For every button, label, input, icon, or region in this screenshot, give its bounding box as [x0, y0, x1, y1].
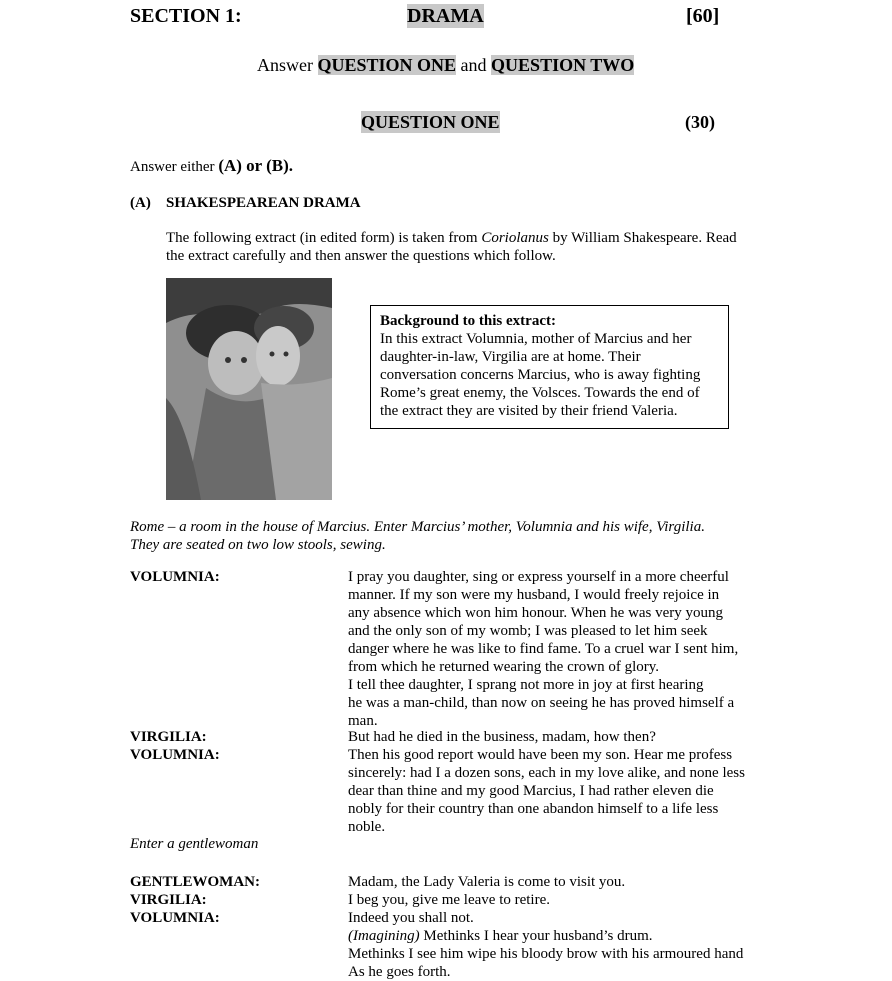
speech-volumnia-3 — [348, 909, 768, 981]
stage-direction-line: Rome – a room in the house of Marcius. Enter Marcius’ mother, Volumnia and his wife, Virgilia. — [130, 519, 705, 535]
intro-paragraph — [166, 229, 766, 265]
speech-line: I pray you daughter, sing or express yourself in a more cheerful — [348, 569, 729, 585]
stage-direction-enter: Enter a gentlewoman — [130, 836, 259, 852]
speaker-virgilia: VIRGILIA: — [130, 892, 207, 908]
choice-instruction — [130, 157, 293, 176]
choice-options: (A) or (B). — [218, 156, 294, 175]
fresco-portrait-image — [166, 278, 332, 500]
section-title: DRAMA — [407, 5, 484, 27]
background-line: In this extract Volumnia, mother of Marcius and her — [380, 331, 692, 347]
intro-line-2: the extract carefully and then answer the questions which follow. — [166, 248, 556, 264]
speech-line: any absence which won him honour. When he was very young — [348, 605, 724, 621]
fresco-illustration — [166, 278, 332, 500]
speech-line: manner. If my son were my husband, I would freely rejoice in — [348, 587, 720, 603]
speech-volumnia-2 — [348, 746, 768, 836]
speech-line: Methinks I see him wipe his bloody brow with his armoured hand — [348, 946, 744, 962]
instruction-question-one: QUESTION ONE — [317, 55, 457, 75]
speech-line: As he goes forth. — [348, 964, 451, 980]
instruction-prefix: Answer — [257, 55, 313, 75]
background-line: conversation concerns Marcius, who is away fighting — [380, 367, 701, 383]
speaker-virgilia: VIRGILIA: — [130, 729, 207, 745]
subsection-label: (A) — [130, 195, 151, 211]
intro-before: The following extract (in edited form) is taken from — [166, 230, 478, 246]
choice-prefix: Answer either — [130, 159, 215, 175]
speech-direction-imagining: (Imagining) — [348, 928, 420, 944]
speech-gentlewoman: Madam, the Lady Valeria is come to visit you. — [348, 874, 626, 890]
speech-text: Methinks I hear your husband’s drum. — [423, 928, 653, 944]
speech-line: nobly for their country than one abandon himself to a life less — [348, 801, 719, 817]
speaker-volumnia: VOLUMNIA: — [130, 910, 220, 926]
section-marks: [60] — [686, 5, 720, 27]
speech-line: man. — [348, 713, 378, 729]
speech-line: danger where he was like to find fame. To a cruel war I sent him, — [348, 641, 739, 657]
speech-virgilia-1: But had he died in the business, madam, how then? — [348, 729, 656, 745]
section-label: SECTION 1: — [130, 5, 242, 27]
speech-volumnia-1 — [348, 568, 768, 730]
speech-line: dear than thine and my good Marcius, I had rather eleven die — [348, 783, 714, 799]
speech-line: I tell thee daughter, I sprang not more in joy at first hearing — [348, 677, 704, 693]
speech-line: and the only son of my womb; I was pleased to let him seek — [348, 623, 708, 639]
question-title: QUESTION ONE — [361, 112, 500, 132]
speaker-volumnia: VOLUMNIA: — [130, 569, 220, 585]
speaker-volumnia: VOLUMNIA: — [130, 747, 220, 763]
subsection-title: SHAKESPEAREAN DRAMA — [166, 195, 361, 211]
stage-direction — [130, 518, 770, 554]
speech-line: Then his good report would have been my son. Hear me profess — [348, 747, 733, 763]
intro-after: by William Shakespeare. Read — [552, 230, 737, 246]
stage-direction-line: They are seated on two low stools, sewing. — [130, 537, 386, 553]
background-box — [370, 305, 729, 429]
speech-line — [348, 927, 768, 945]
speech-virgilia-2: I beg you, give me leave to retire. — [348, 892, 551, 908]
instruction-question-two: QUESTION TWO — [491, 55, 635, 75]
instruction — [257, 54, 634, 76]
background-line: Rome’s great enemy, the Volsces. Towards the end of — [380, 385, 700, 401]
question-marks: (30) — [685, 112, 715, 132]
intro-work-title: Coriolanus — [481, 230, 549, 246]
speech-line: from which he returned wearing the crown of glory. — [348, 659, 660, 675]
background-heading: Background to this extract: — [380, 313, 556, 329]
speech-line: noble. — [348, 819, 386, 835]
background-line: the extract they are visited by their friend Valeria. — [380, 403, 678, 419]
speech-line: Indeed you shall not. — [348, 910, 474, 926]
instruction-and: and — [460, 55, 487, 75]
background-line: daughter-in-law, Virgilia are at home. Their — [380, 349, 641, 365]
speech-line: he was a man-child, than now on seeing he has proved himself a — [348, 695, 735, 711]
speaker-gentlewoman: GENTLEWOMAN: — [130, 874, 261, 890]
speech-line: sincerely: had I a dozen sons, each in my love alike, and none less — [348, 765, 745, 781]
